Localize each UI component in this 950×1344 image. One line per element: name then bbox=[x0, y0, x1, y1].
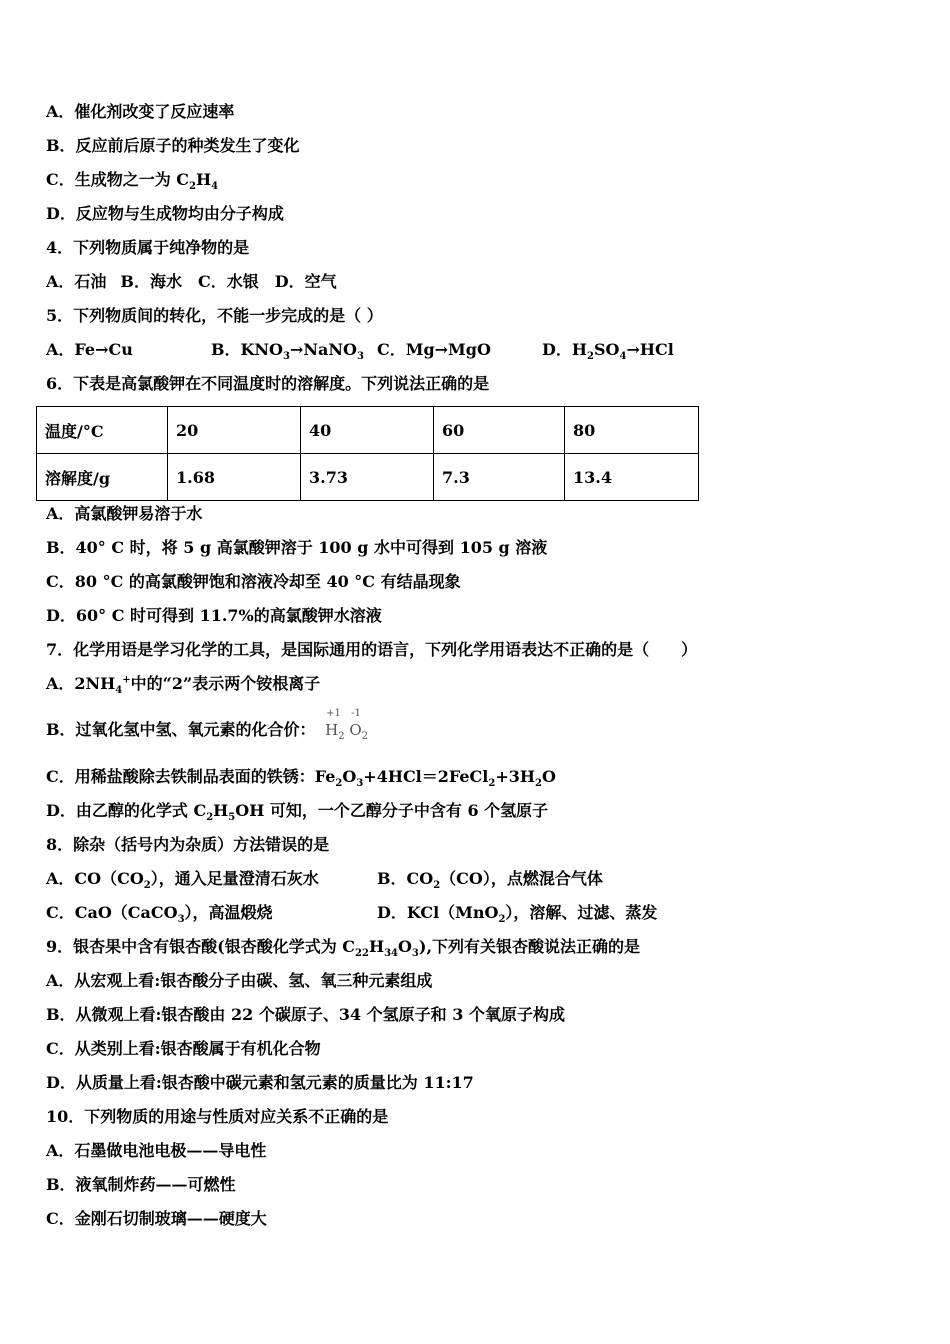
sub: 2 bbox=[535, 778, 542, 790]
q7-option-c bbox=[46, 767, 556, 790]
table-cell: 温度/°C bbox=[37, 407, 168, 454]
q6-stem: 6．下表是高氯酸钾在不同温度时的溶解度。下列说法正确的是 bbox=[46, 374, 490, 393]
sup: + bbox=[122, 674, 131, 686]
table-cell: 1.68 bbox=[168, 454, 301, 501]
q7-option-d bbox=[46, 801, 549, 824]
formula-part: A．2NH bbox=[46, 674, 116, 693]
formula-part: H bbox=[213, 801, 229, 820]
q3-option-a: A．催化剂改变了反应速率 bbox=[46, 102, 235, 121]
formula-part: SO bbox=[593, 340, 620, 359]
table-cell: 20 bbox=[168, 407, 301, 454]
q3-option-d: D．反应物与生成物均由分子构成 bbox=[46, 204, 284, 223]
q10-option-a: A．石墨做电池电极——导电性 bbox=[46, 1141, 267, 1160]
q6-option-c: C．80 °C 的高氯酸钾饱和溶液冷却至 40 °C 有结晶现象 bbox=[46, 572, 461, 591]
formula-part: 9．银杏果中含有银杏酸(银杏酸化学式为 C bbox=[46, 937, 356, 956]
formula-part: O bbox=[349, 721, 362, 739]
formula-part: H bbox=[196, 170, 212, 189]
q8-option-a bbox=[46, 869, 319, 892]
q4-option-a: A．石油 bbox=[46, 272, 107, 291]
q7-stem: 7．化学用语是学习化学的工具，是国际通用的语言，下列化学用语表达不正确的是（ ） bbox=[46, 640, 698, 659]
q10-option-b: B．液氧制炸药——可燃性 bbox=[46, 1175, 236, 1194]
q5-option-a: A．Fe→Cu bbox=[46, 340, 133, 359]
sub: 4 bbox=[619, 351, 627, 363]
q9-option-b: B．从微观上看:银杏酸由 22 个碳原子、34 个氢原子和 3 个氧原子构成 bbox=[46, 1005, 565, 1024]
q8-option-c bbox=[46, 903, 273, 926]
table-cell: 3.73 bbox=[301, 454, 434, 501]
formula-part: A．CO（CO bbox=[46, 869, 144, 888]
formula-part: B．KNO bbox=[211, 340, 283, 359]
sub: 2 bbox=[206, 812, 214, 824]
formula-part: →NaNO bbox=[289, 340, 357, 359]
formula-part: （CO），点燃混合气体 bbox=[440, 869, 603, 888]
q6-option-b: B．40° C 时，将 5 g 高氯酸钾溶于 100 g 水中可得到 105 g 溶液 bbox=[46, 538, 548, 557]
q9-option-a: A．从宏观上看:银杏酸分子由碳、氢、氧三种元素组成 bbox=[46, 971, 433, 990]
q4-options bbox=[46, 272, 337, 292]
q7-option-b-text: B．过氧化氢中氢、氧元素的化合价： bbox=[46, 720, 316, 739]
q8-stem: 8．除杂（括号内为杂质）方法错误的是 bbox=[46, 835, 330, 854]
q7-option-b bbox=[46, 708, 369, 742]
q5-option-b bbox=[211, 340, 364, 363]
table-row bbox=[37, 454, 699, 501]
q9-option-c: C．从类别上看:银杏酸属于有机化合物 bbox=[46, 1039, 321, 1058]
sub: 22 bbox=[355, 948, 369, 960]
sub: 2 bbox=[488, 778, 496, 790]
table-row bbox=[37, 407, 699, 454]
formula-part: O bbox=[342, 767, 357, 786]
q9-stem bbox=[46, 937, 641, 960]
sub: 2 bbox=[361, 731, 369, 742]
sub: 2 bbox=[498, 914, 506, 926]
q5-option-d bbox=[542, 340, 674, 363]
solubility-table bbox=[36, 406, 699, 501]
sub: 3 bbox=[283, 351, 290, 363]
formula-part: O bbox=[541, 767, 556, 786]
table-cell: 80 bbox=[565, 407, 699, 454]
sub: 3 bbox=[411, 948, 419, 960]
formula-part: H bbox=[368, 937, 385, 956]
formula-part: ），高温煅烧 bbox=[184, 903, 273, 922]
formula-part: C．CaO（CaCO bbox=[46, 903, 178, 922]
sub: 4 bbox=[211, 181, 219, 193]
table-cell: 7.3 bbox=[434, 454, 565, 501]
sub: 2 bbox=[433, 880, 441, 892]
q10-stem: 10．下列物质的用途与性质对应关系不正确的是 bbox=[46, 1107, 389, 1126]
formula-part: →HCl bbox=[626, 340, 674, 359]
formula-part: OH 可知，一个乙醇分子中含有 6 个氢原子 bbox=[235, 801, 549, 820]
table-cell: 13.4 bbox=[565, 454, 699, 501]
q5-option-c: C．Mg→MgO bbox=[377, 340, 491, 359]
q7-option-a bbox=[46, 674, 321, 697]
sub: 3 bbox=[177, 914, 185, 926]
q5-stem: 5．下列物质间的转化，不能一步完成的是（ ） bbox=[46, 306, 383, 325]
q8-option-b bbox=[377, 869, 603, 892]
table-cell: 40 bbox=[301, 407, 434, 454]
q8-option-d bbox=[377, 903, 658, 926]
q10-option-c: C．金刚石切制玻璃——硬度大 bbox=[46, 1209, 267, 1228]
sub: 34 bbox=[384, 948, 398, 960]
q3-option-c-text: C．生成物之一为 C bbox=[46, 170, 190, 189]
sub: 2 bbox=[338, 731, 345, 742]
sub: 5 bbox=[228, 812, 236, 824]
formula-part: ），溶解、过滤、蒸发 bbox=[505, 903, 658, 922]
table-cell: 60 bbox=[434, 407, 565, 454]
q4-option-c: C．水银 bbox=[197, 272, 259, 291]
formula-part: H bbox=[325, 721, 339, 739]
q3-option-c bbox=[46, 170, 219, 193]
q4-stem: 4．下列物质属于纯净物的是 bbox=[46, 238, 250, 257]
formula-part: ),下列有关银杏酸说法正确的是 bbox=[418, 937, 641, 956]
formula-part: 中的“2”表示两个铵根离子 bbox=[130, 674, 321, 693]
formula-part: O bbox=[397, 937, 412, 956]
sub: 3 bbox=[356, 351, 364, 363]
formula-part: ），通入足量澄清石灰水 bbox=[150, 869, 319, 888]
formula-part: C．用稀盐酸除去铁制品表面的铁锈：Fe bbox=[46, 767, 336, 786]
q9-option-d: D．从质量上看:银杏酸中碳元素和氢元素的质量比为 11:17 bbox=[46, 1073, 474, 1092]
q3-option-b: B．反应前后原子的种类发生了变化 bbox=[46, 136, 300, 155]
valence-o: -1 bbox=[351, 708, 361, 719]
q4-option-d: D．空气 bbox=[274, 272, 337, 291]
sub: 2 bbox=[335, 778, 343, 790]
formula-part: +4HCl＝2FeCl bbox=[363, 767, 489, 786]
sub: 2 bbox=[143, 880, 151, 892]
formula-part: D．由乙醇的化学式 C bbox=[46, 801, 207, 820]
q6-option-a: A．高氯酸钾易溶于水 bbox=[46, 504, 203, 523]
sub: 4 bbox=[115, 685, 123, 697]
sub: 2 bbox=[587, 351, 594, 363]
sub: 3 bbox=[356, 778, 364, 790]
formula-part: D．KCl（MnO bbox=[377, 903, 499, 922]
table-cell: 溶解度/g bbox=[37, 454, 168, 501]
valence-h: +1 bbox=[326, 708, 341, 719]
formula-part: D．H bbox=[542, 340, 587, 359]
formula-part: B．CO bbox=[377, 869, 434, 888]
q4-option-b: B．海水 bbox=[120, 272, 182, 291]
formula-part: +3H bbox=[495, 767, 535, 786]
valence-formula bbox=[325, 708, 369, 742]
sub: 2 bbox=[189, 181, 197, 193]
q6-option-d: D．60° C 时可得到 11.7%的高氯酸钾水溶液 bbox=[46, 606, 382, 625]
